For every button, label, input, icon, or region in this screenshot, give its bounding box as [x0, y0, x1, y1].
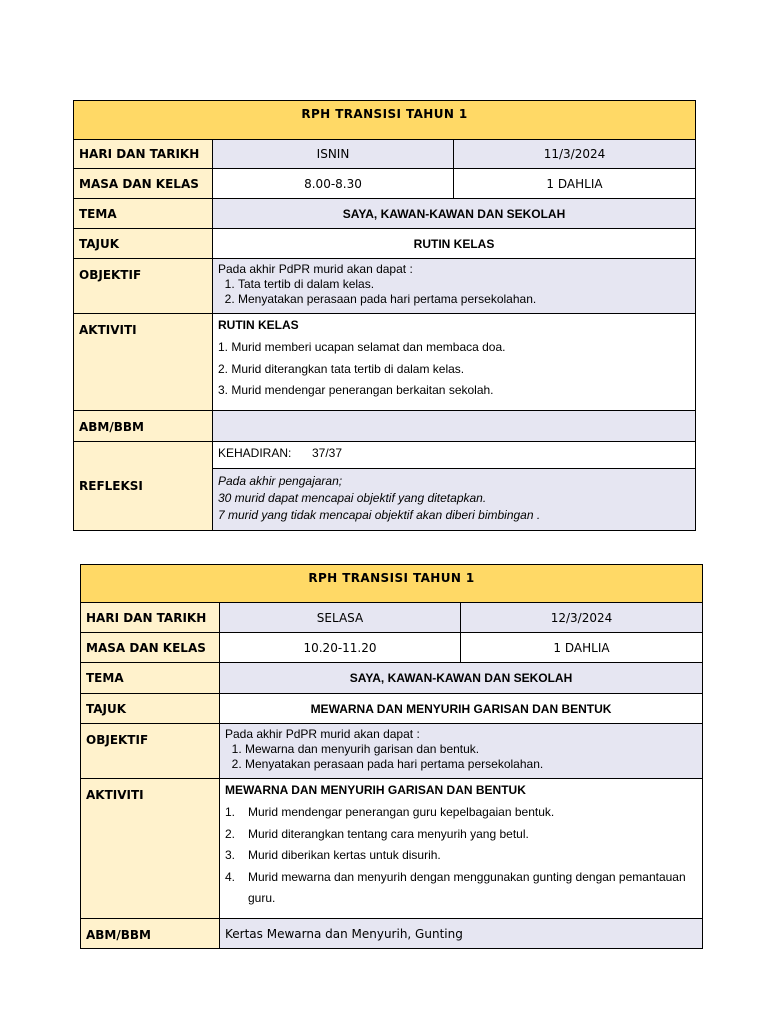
objektif-intro: Pada akhir PdPR murid akan dapat : — [218, 262, 413, 276]
label-objektif: OBJEKTIF — [74, 259, 213, 314]
label-aktiviti: AKTIVITI — [74, 314, 213, 411]
masa-value: 10.20-11.20 — [220, 633, 461, 663]
aktiviti-item: 1. Murid memberi ucapan selamat dan membaca doa. — [218, 340, 506, 354]
label-hari-dan-tarikh: HARI DAN TARIKH — [74, 140, 213, 169]
label-aktiviti: AKTIVITI — [81, 779, 220, 919]
aktiviti-content — [220, 779, 703, 919]
kelas-value: 1 DAHLIA — [454, 169, 696, 199]
table-title: RPH TRANSISI TAHUN 1 — [81, 565, 703, 603]
objektif-content — [220, 724, 703, 779]
aktiviti-item: 2. Murid diterangkan tata tertib di dalam kelas. — [218, 361, 465, 376]
aktiviti-item: 3. Murid mendengar penerangan berkaitan sekolah. — [218, 383, 494, 397]
kelas-value: 1 DAHLIA — [461, 633, 703, 663]
objektif-intro: Pada akhir PdPR murid akan dapat : — [225, 727, 420, 741]
label-tajuk: TAJUK — [81, 694, 220, 724]
tema-value: SAYA, KAWAN-KAWAN DAN SEKOLAH — [213, 199, 696, 229]
kehadiran-label: KEHADIRAN: — [218, 446, 292, 460]
table-title: RPH TRANSISI TAHUN 1 — [74, 101, 696, 140]
abm-value: Kertas Mewarna dan Menyurih, Gunting — [220, 919, 703, 949]
hari-value: ISNIN — [213, 140, 454, 169]
tajuk-value: MEWARNA DAN MENYURIH GARISAN DAN BENTUK — [220, 694, 703, 724]
aktiviti-item: 2. Murid diterangkan tentang cara menyurih yang betul. — [225, 826, 529, 841]
rph-table-1 — [73, 100, 696, 531]
kehadiran-row — [213, 442, 696, 469]
hari-value: SELASA — [220, 603, 461, 633]
label-abm-bbm: ABM/BBM — [81, 919, 220, 949]
objektif-item: 1. Mewarna dan menyurih garisan dan bentuk. — [245, 742, 697, 757]
refleksi-line: 7 murid yang tidak mencapai objektif akan diberi bimbingan . — [218, 508, 541, 522]
refleksi-content — [213, 469, 696, 531]
label-hari-dan-tarikh: HARI DAN TARIKH — [81, 603, 220, 633]
aktiviti-item: 1. Murid mendengar penerangan guru kepelbagaian bentuk. — [225, 805, 555, 819]
label-masa-dan-kelas: MASA DAN KELAS — [74, 169, 213, 199]
objektif-content — [213, 259, 696, 314]
tema-value: SAYA, KAWAN-KAWAN DAN SEKOLAH — [220, 663, 703, 694]
rph-table-2 — [80, 564, 703, 949]
label-tema: TEMA — [74, 199, 213, 229]
aktiviti-heading: MEWARNA DAN MENYURIH GARISAN DAN BENTUK — [225, 783, 526, 797]
tarikh-value: 12/3/2024 — [461, 603, 703, 633]
aktiviti-item: 3. Murid diberikan kertas untuk disurih. — [225, 848, 441, 862]
objektif-item: 2. Menyatakan perasaan pada hari pertama persekolahan. — [238, 292, 690, 307]
label-abm-bbm: ABM/BBM — [74, 411, 213, 442]
kehadiran-value: 37/37 — [312, 446, 343, 460]
objektif-item: 2. Menyatakan perasaan pada hari pertama persekolahan. — [245, 757, 697, 772]
objektif-item: 1. Tata tertib di dalam kelas. — [238, 277, 690, 292]
tajuk-value: RUTIN KELAS — [213, 229, 696, 259]
aktiviti-content — [213, 314, 696, 411]
label-refleksi: REFLEKSI — [74, 442, 213, 531]
refleksi-line: Pada akhir pengajaran; — [218, 474, 343, 488]
label-objektif: OBJEKTIF — [81, 724, 220, 779]
label-masa-dan-kelas: MASA DAN KELAS — [81, 633, 220, 663]
label-tema: TEMA — [81, 663, 220, 694]
aktiviti-item: 4. Murid mewarna dan menyurih dengan menggunakan gunting dengan pemantauan guru. — [225, 869, 686, 905]
abm-value — [213, 411, 696, 442]
refleksi-line: 30 murid dapat mencapai objektif yang ditetapkan. — [218, 491, 487, 505]
label-tajuk: TAJUK — [74, 229, 213, 259]
tarikh-value: 11/3/2024 — [454, 140, 696, 169]
aktiviti-heading: RUTIN KELAS — [218, 318, 299, 332]
masa-value: 8.00-8.30 — [213, 169, 454, 199]
